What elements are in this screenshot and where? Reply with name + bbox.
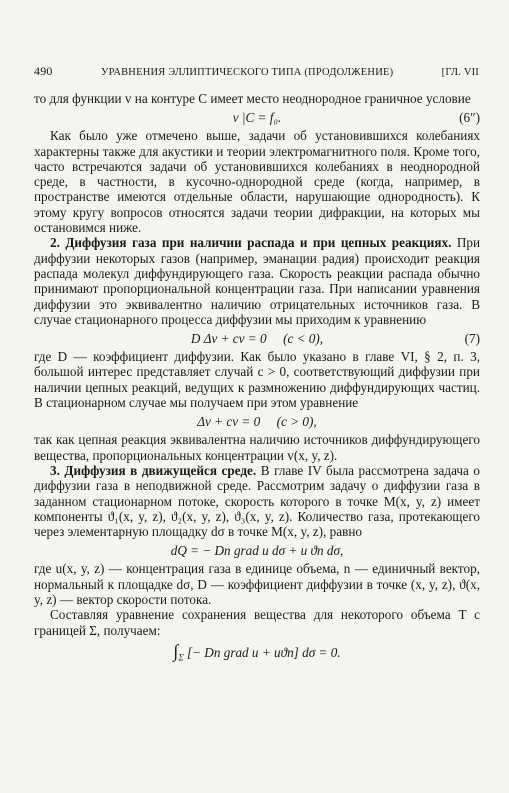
equation-7-formula: D Δv + cv = 0 (c < 0),: [190, 331, 324, 347]
section-2-text: При диффузии некоторых газов (например, эманации радия) происходит реакция распада молекул диффундирующего газа. Скорость реакции распада обычно принимают пропорциональной концентрации газа. При написании уравнения диффузии это эквивалентно наличию отрицательных источников газа. В случае стационарного процесса диффузии мы приходим к уравнению: [34, 235, 481, 327]
section-2-heading: 2. Диффузия газа при наличии распада и при цепных реакциях.: [50, 235, 452, 251]
equation-conservation: [34, 640, 480, 670]
paragraph-conservation: Составляя уравнение сохранения вещества для некоторого объема T с границей Σ, получаем:: [34, 607, 480, 638]
paragraph-oscillations: Как было уже отмечено выше, задачи об установившихся колебаниях характерны также для акустики и теории электромагнитного поля. Кроме того, часто встречаются задачи об установившихся колебаниях в неоднородной среде, в частности, в кусочно-однородной среде (когда, например, в пространстве имеются отдельные области, нарушающие однородность). К этому кругу вопросов относятся задачи теории дифракции, на которых мы остановимся ниже.: [34, 128, 480, 236]
equation-6-number: (6″): [459, 110, 480, 126]
paragraph-chain-reaction: так как цепная реакция эквивалентна наличию источников диффундирующего вещества, пропорциональных концентрации v(x, y, z).: [34, 432, 480, 463]
equation-7: [34, 329, 480, 348]
equation-6: [34, 108, 480, 127]
integral-sign: ∫: [173, 640, 179, 661]
running-title: УРАВНЕНИЯ ЭЛЛИПТИЧЕСКОГО ТИПА (ПРОДОЛЖЕНИЕ): [100, 67, 394, 78]
equation-chain-reaction: [34, 412, 480, 431]
section-3-heading: 3. Диффузия в движущейся среде.: [50, 462, 257, 478]
page-number: 490: [34, 64, 53, 78]
equation-7-number: (7): [464, 331, 480, 347]
page-body: [34, 91, 480, 670]
equation-flux-formula: dQ = − Dn grad u dσ + u ϑn dσ,: [170, 543, 344, 559]
running-header: [34, 64, 479, 79]
equation-chain-reaction-formula: Δv + cv = 0 (c > 0),: [197, 414, 317, 430]
equation-flux: [34, 541, 480, 560]
chapter-label: [ГЛ. VII: [441, 67, 479, 78]
section-3-text: В главе IV была рассмотрена задача о диффузии газа в неподвижной среде. Рассмотрим задачу о диффузии газа в заданном стационарном потоке, скорость которого в точке M(x, y, z) имеет компоненты ϑ₁(x, y, z), ϑ₂(x, y, z), ϑ₃(x, y, z). Количество газа, протекающего через элементарную площадку dσ в точке M(x, y, z), равно: [34, 462, 481, 540]
paragraph-notation: где u(x, y, z) — концентрация газа в единице объема, n — единичный вектор, нормальный к площадке dσ, D — коэффициент диффузии в точке (x, y, z), ϑ(x, y, z) — вектор скорости потока.: [34, 561, 480, 608]
equation-conservation-formula: [− Dn grad u + uϑn] dσ = 0.: [186, 644, 341, 660]
paragraph-diffusion-coefficient: где D — коэффициент диффузии. Как было указано в главе VI, § 2, п. 3, большой интерес представляет случай c > 0, соответствующий диффузии при наличии цепных реакций, ведущих к размножению диффундирующих частиц. В стационарном случае мы получаем при этом уравнение: [34, 349, 480, 411]
section-2-paragraph: [34, 235, 480, 327]
equation-6-formula: v |C = f₀.: [232, 110, 282, 126]
paragraph-intro: то для функции v на контуре C имеет место неоднородное граничное условие: [34, 91, 471, 106]
integral-domain: Σ: [178, 652, 184, 663]
section-3-paragraph: [34, 463, 480, 539]
